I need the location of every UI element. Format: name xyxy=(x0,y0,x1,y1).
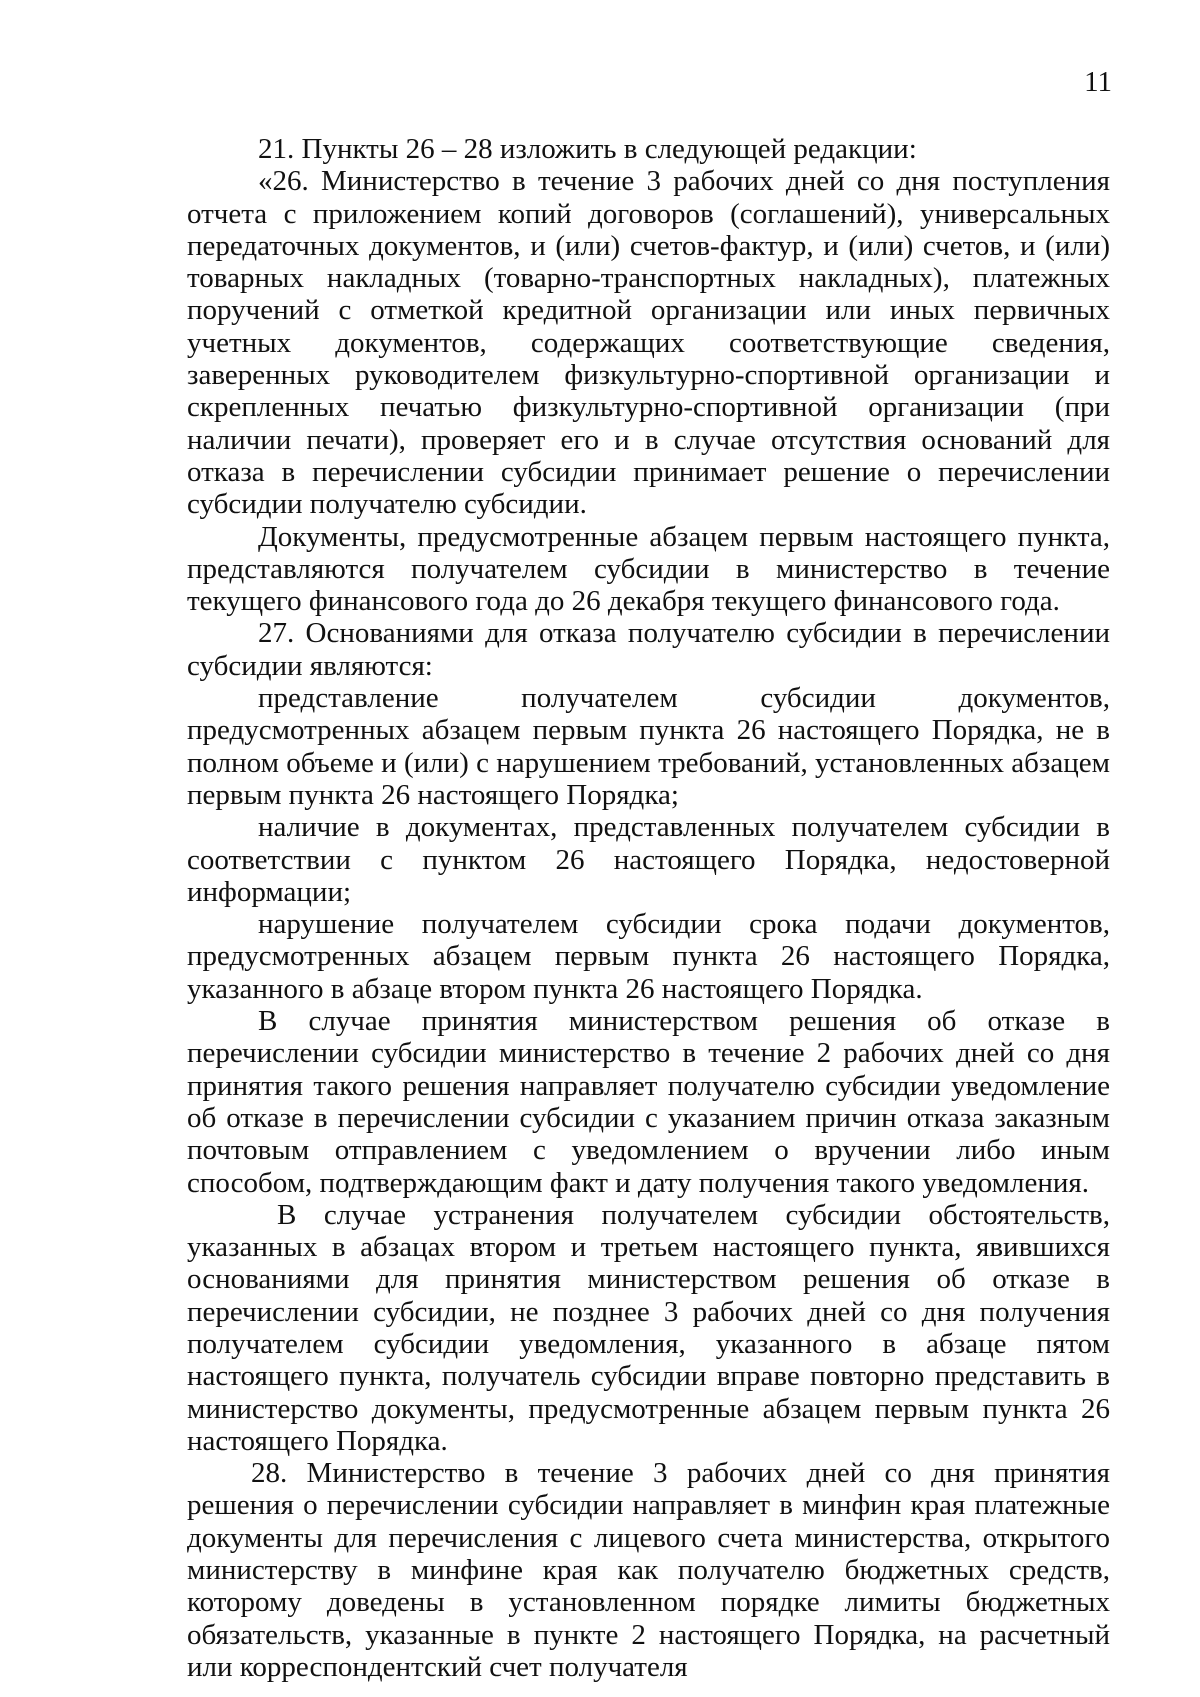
paragraph-documents-deadline: Документы, предусмотренные абзацем первым настоящего пункта, представляются получателем субсидии в министерство в течение текущего финансового года до 26 декабря текущего финансового года. xyxy=(187,520,1110,618)
page-number: 11 xyxy=(1084,66,1112,98)
paragraph-item-27: 27. Основаниями для отказа получателю субсидии в перечислении субсидии являются: xyxy=(187,617,1110,682)
paragraph-refusal-ground-3: нарушение получателем субсидии срока подачи документов, предусмотренных абзацем первым пункта 26 настоящего Порядка, указанного в абзаце втором пункта 26 настоящего Порядка. xyxy=(187,908,1110,1005)
paragraph-resubmission: В случае устранения получателем субсидии обстоятельств, указанных в абзацах втором и третьем настоящего пункта, явившихся основаниями для принятия министерством решения об отказе в перечислении субсидии, не позднее 3 рабочих дней со дня получения получателем субсидии уведомления, указанного в абзаце пятом настоящего пункта, получатель субсидии вправе повторно представить в министерство документы, предусмотренные абзацем первым пункта 26 настоящего Порядка. xyxy=(187,1198,1110,1457)
paragraph-refusal-notice: В случае принятия министерством решения об отказе в перечислении субсидии министерство в течение 2 рабочих дней со дня принятия такого решения направляет получателю субсидии уведомление об отказе в перечислении субсидии с указанием причин отказа заказным почтовым отправлением с уведомлением о вручении либо иным способом, подтверждающим факт и дату получения такого уведомления. xyxy=(187,1005,1110,1199)
paragraph-item-28: 28. Министерство в течение 3 рабочих дней со дня принятия решения о перечислении субсидии направляет в минфин края платежные документы для перечисления с лицевого счета министерства, открытого министерству в минфине края как получателю бюджетных средств, которому доведены в установленном порядке лимиты бюджетных обязательств, указанные в пункте 2 настоящего Порядка, на расчетный или корреспондентский счет получателя xyxy=(187,1457,1110,1683)
paragraph-item-26: «26. Министерство в течение 3 рабочих дней со дня поступления отчета с приложением копий договоров (соглашений), универсальных передаточных документов, и (или) счетов-фактур, и (или) счетов, и (или) товарных накладных (товарно-транспортных накладных), платежных поручений с отметкой кредитной организации или иных первичных учетных документов, содержащих соответствующие сведения, заверенных руководителем физкультурно-спортивной организации и скрепленных печатью физкультурно-спортивной организации (при наличии печати), проверяет его и в случае отсутствия оснований для отказа в перечислении субсидии принимает решение о перечислении субсидии получателю субсидии. xyxy=(187,165,1110,521)
paragraph-refusal-ground-1: представление получателем субсидии документов, предусмотренных абзацем первым пункта 26 настоящего Порядка, не в полном объеме и (или) с нарушением требований, установленных абзацем первым пункта 26 настоящего Порядка; xyxy=(187,682,1110,811)
paragraph-item-21: 21. Пункты 26 – 28 изложить в следующей редакции: xyxy=(258,133,917,165)
paragraph-refusal-ground-2: наличие в документах, представленных получателем субсидии в соответствии с пунктом 26 настоящего Порядка, недостоверной информации; xyxy=(187,811,1110,908)
document-body xyxy=(187,133,1110,1683)
